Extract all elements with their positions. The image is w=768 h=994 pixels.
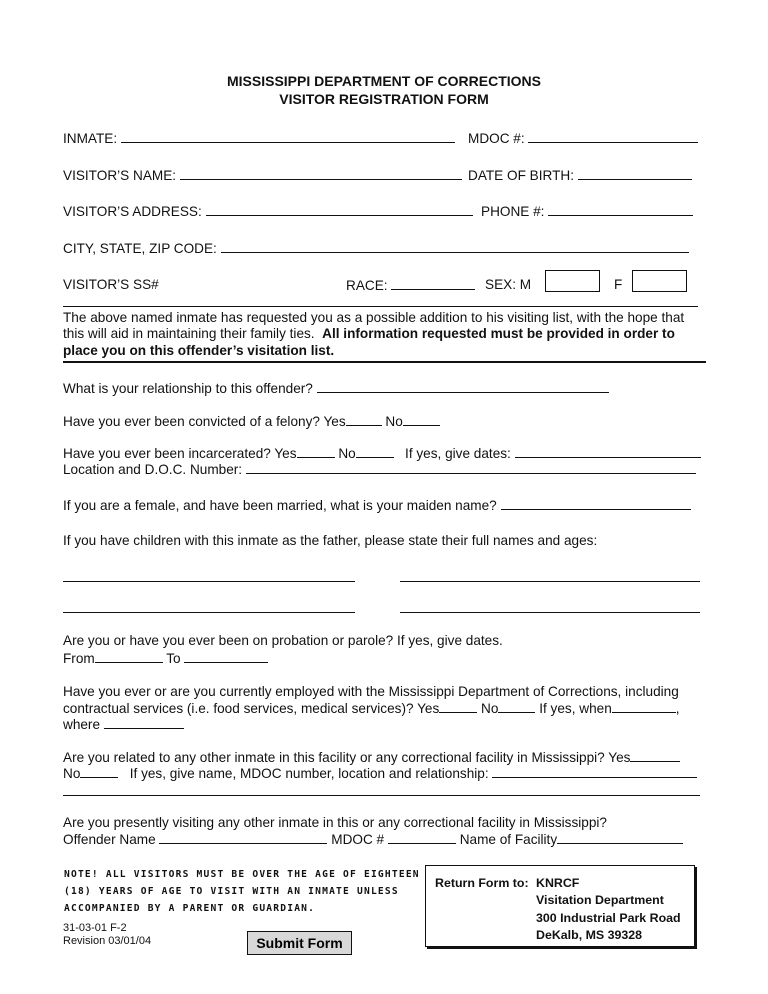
mdoc-line[interactable] (528, 130, 698, 143)
visit-mdoc-line[interactable] (388, 831, 456, 844)
intro-line-2-plain: this will aid in maintaining their family ties. (63, 326, 315, 341)
child-line-1[interactable] (63, 581, 355, 582)
employed-label-1: Have you ever or are you currently employed with the Mississippi Department of Corrections, including (63, 684, 679, 699)
intro-line-3: place you on this offender’s visitation list. (63, 343, 335, 358)
form-number: 31-03-01 F-2 (63, 922, 127, 934)
visiting-details-field[interactable] (63, 831, 683, 847)
felony-label: Have you ever been convicted of a felony? Yes (63, 414, 346, 429)
inmate-line[interactable] (121, 130, 455, 143)
visitor-name-label: VISITOR’S NAME: (63, 168, 177, 183)
age-notice-line-2: (18) YEARS OF AGE TO VISIT WITH AN INMATE UNLESS (64, 886, 399, 897)
visiting-label: Are you presently visiting any other inmate in this or any correctional facility in Mississippi? (63, 815, 607, 830)
mdoc-label: MDOC #: (468, 131, 525, 146)
probation-label: Are you or have you ever been on probation or parole? If yes, give dates. (63, 633, 503, 648)
mdoc-field[interactable] (468, 130, 698, 146)
from-line[interactable] (95, 650, 163, 663)
relationship-label: What is your relationship to this offender? (63, 381, 313, 396)
return-line-1: KNRCF (536, 876, 580, 890)
city-state-zip-line[interactable] (221, 240, 689, 253)
related-no-label: No (63, 766, 81, 781)
related-extra-line[interactable] (63, 795, 700, 796)
child-line-4[interactable] (400, 612, 700, 613)
phone-label: PHONE #: (481, 204, 545, 219)
employed-yes-line[interactable] (439, 700, 477, 713)
relationship-field[interactable] (63, 380, 609, 396)
facility-line[interactable] (557, 831, 683, 844)
race-line[interactable] (391, 277, 475, 290)
felony-no-line[interactable] (403, 413, 440, 426)
return-label: Return Form to: (435, 876, 529, 890)
divider-line (63, 306, 698, 307)
return-line-4: DeKalb, MS 39328 (536, 928, 643, 942)
race-label: RACE: (346, 278, 388, 293)
sex-m-label: SEX: M (485, 277, 532, 292)
where-line[interactable] (104, 716, 184, 729)
return-address-box (425, 865, 695, 947)
employed-when-label: If yes, when (539, 701, 612, 716)
section-divider (63, 361, 706, 363)
submit-form-button[interactable]: Submit Form (247, 931, 352, 955)
offender-name-line[interactable] (159, 831, 327, 844)
visitor-address-field[interactable] (63, 203, 473, 219)
child-line-2[interactable] (400, 581, 700, 582)
visitor-address-line[interactable] (206, 203, 473, 216)
employed-label-2: contractual services (i.e. food services, medical services)? Yes (63, 701, 440, 716)
related-field[interactable] (63, 749, 680, 765)
employed-when-line[interactable] (612, 700, 676, 713)
incarcerated-no-line[interactable] (356, 445, 394, 458)
form-title: VISITOR REGISTRATION FORM (279, 91, 489, 107)
sex-m-checkbox[interactable] (545, 270, 600, 292)
related-give-line[interactable] (492, 765, 697, 778)
probation-dates-field[interactable] (63, 650, 268, 666)
facility-label: Name of Facility (459, 832, 558, 847)
inmate-label: INMATE: (63, 131, 118, 146)
incarcerated-dates-line[interactable] (515, 445, 701, 458)
ss-label: VISITOR’S SS# (63, 277, 159, 292)
visitor-name-line[interactable] (180, 167, 462, 180)
dob-label: DATE OF BIRTH: (468, 168, 574, 183)
related-label: Are you related to any other inmate in this facility or any correctional facility in Mississippi? Yes (63, 750, 631, 765)
visitor-name-field[interactable] (63, 167, 462, 183)
where-field[interactable] (63, 716, 184, 732)
related-no-line[interactable] (80, 765, 118, 778)
employed-no-line[interactable] (498, 700, 535, 713)
inmate-field[interactable] (63, 130, 455, 146)
felony-no-label: No (385, 414, 403, 429)
phone-line[interactable] (548, 203, 693, 216)
incarcerated-no-label: No (338, 446, 356, 461)
dob-line[interactable] (578, 167, 692, 180)
incarcerated-yes-line[interactable] (297, 445, 335, 458)
sex-f-checkbox[interactable] (632, 270, 687, 292)
employed-field[interactable]: contractual services (i.e. food services, medical services)? Yes No If yes, when , (63, 701, 680, 716)
race-field[interactable] (346, 277, 475, 293)
relationship-line[interactable] (317, 380, 609, 393)
children-label: If you have children with this inmate as the father, please state their full names and ages: (63, 533, 598, 548)
related-details-field[interactable] (63, 765, 697, 781)
phone-field[interactable] (481, 203, 693, 219)
intro-line-2-bold: All information requested must be provided in order to (322, 326, 675, 341)
employed-no-label: No (481, 701, 499, 716)
incarcerated-field[interactable] (63, 445, 701, 461)
location-label: Location and D.O.C. Number: (63, 462, 243, 477)
location-line[interactable] (246, 461, 696, 474)
intro-line-2 (63, 326, 675, 341)
age-notice-line-1: NOTE! ALL VISITORS MUST BE OVER THE AGE OF EIGHTEEN (64, 869, 420, 880)
maiden-name-line[interactable] (501, 497, 691, 510)
return-line-3: 300 Industrial Park Road (536, 911, 681, 925)
age-notice (64, 866, 420, 917)
city-state-zip-label: CITY, STATE, ZIP CODE: (63, 241, 217, 256)
age-notice-line-3: ACCOMPANIED BY A PARENT OR GUARDIAN. (64, 903, 316, 914)
incarcerated-label: Have you ever been incarcerated? Yes (63, 446, 297, 461)
form-title-agency: MISSISSIPPI DEPARTMENT OF CORRECTIONS (227, 73, 541, 89)
return-line-2: Visitation Department (536, 893, 664, 907)
sex-f-label: F (614, 277, 623, 292)
from-label: From (63, 651, 95, 666)
related-yes-line[interactable] (630, 749, 680, 762)
where-label: where (63, 717, 101, 732)
felony-yes-line[interactable] (346, 413, 382, 426)
city-state-zip-field[interactable] (63, 240, 689, 256)
incarcerated-dates-label: If yes, give dates: (405, 446, 511, 461)
child-line-3[interactable] (63, 612, 355, 613)
revision-date: Revision 03/01/04 (63, 935, 152, 947)
location-field[interactable] (63, 461, 696, 477)
offender-name-label: Offender Name (63, 832, 156, 847)
to-line[interactable] (184, 650, 268, 663)
related-give-label: If yes, give name, MDOC number, location and relationship: (129, 766, 489, 781)
maiden-name-field[interactable] (63, 497, 691, 513)
to-label: To (166, 651, 181, 666)
felony-field[interactable] (63, 413, 440, 429)
intro-line-1: The above named inmate has requested you as a possible addition to his visiting list, with the hope that (63, 310, 685, 325)
dob-field[interactable] (468, 167, 692, 183)
visit-mdoc-label: MDOC # (331, 832, 385, 847)
visitor-address-label: VISITOR’S ADDRESS: (63, 204, 202, 219)
maiden-name-label: If you are a female, and have been married, what is your maiden name? (63, 498, 497, 513)
